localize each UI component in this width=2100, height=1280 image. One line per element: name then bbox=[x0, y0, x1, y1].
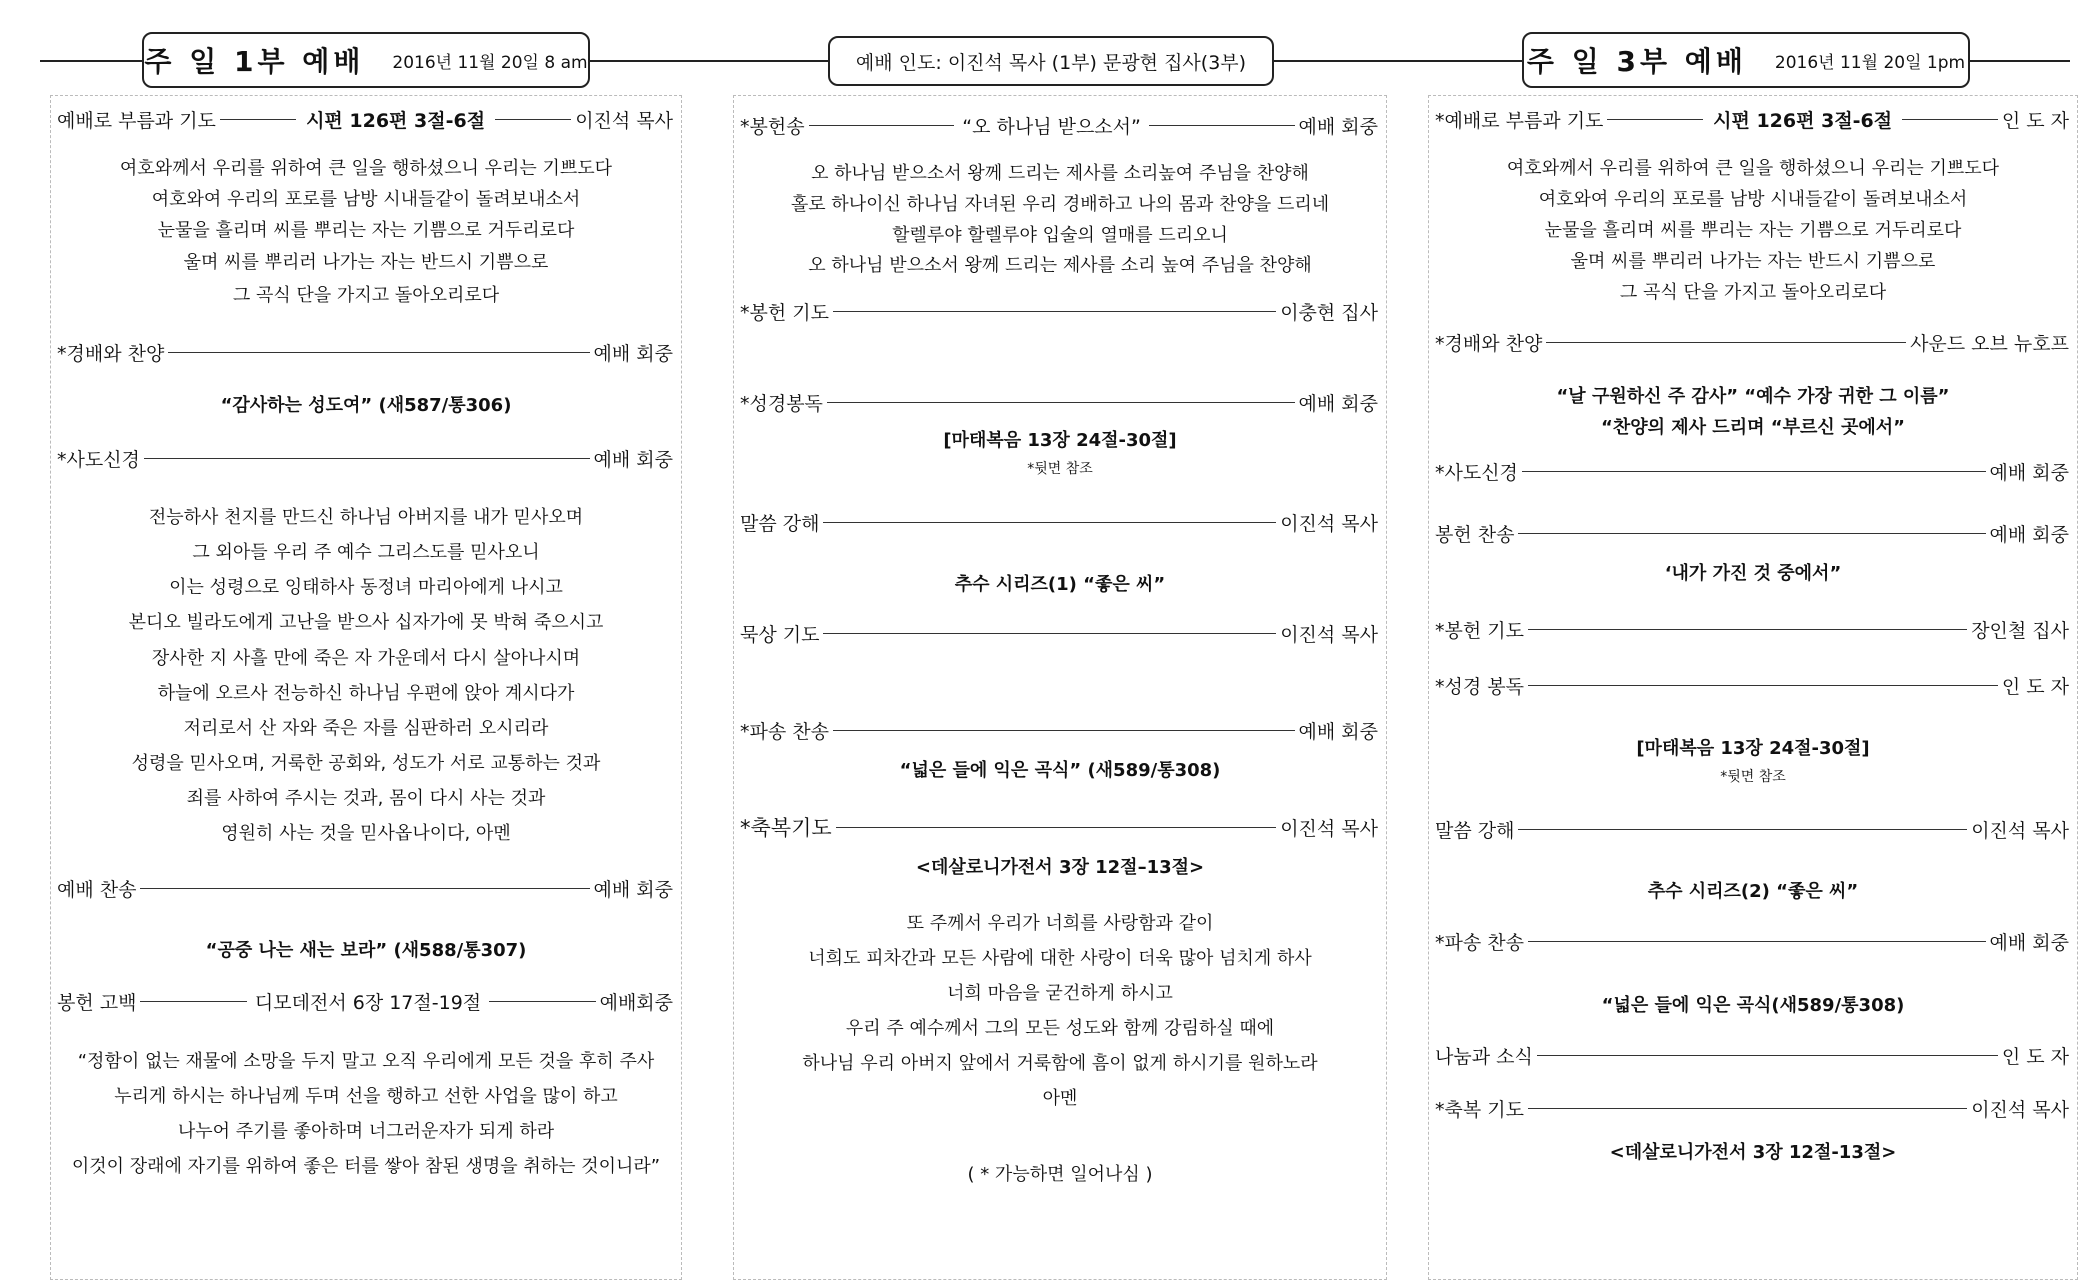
item-leader: 예배 회중 bbox=[593, 449, 673, 471]
item-leader: 이진석 목사 bbox=[1971, 1099, 2069, 1121]
benediction-reference: <데살로니가전서 3장 12절-13절> bbox=[1609, 1142, 1897, 1163]
item-title: “오 하나님 받으소서” bbox=[962, 116, 1141, 138]
item-leader: 이진석 목사 bbox=[1280, 513, 1378, 535]
psalm-line: 여호와여 우리의 포로를 남방 시내들같이 돌려보내소서 bbox=[151, 189, 581, 210]
item-leader: 예배 회중 bbox=[1989, 932, 2069, 954]
scripture-reference: [마태복음 13장 24절-30절] bbox=[1636, 738, 1870, 759]
offering-song-line: 홀로 하나이신 하나님 자녀된 우리 경배하고 나의 몸과 찬양을 드리네 bbox=[790, 194, 1330, 215]
praise-worship bbox=[57, 339, 673, 366]
benediction-line: 또 주께서 우리가 너희를 사랑함과 같이 bbox=[906, 913, 1214, 934]
item-label: *봉헌송 bbox=[740, 116, 805, 138]
apostles-creed bbox=[57, 445, 673, 472]
item-label: 예배 찬송 bbox=[57, 879, 137, 901]
creed-line: 그 외아들 우리 주 예수 그리스도를 믿사오니 bbox=[192, 542, 540, 563]
call-to-worship bbox=[1435, 106, 2069, 133]
item-label: 묵상 기도 bbox=[740, 624, 820, 646]
service-3-date: 2016년 11월 20일 1pm bbox=[1774, 52, 1966, 73]
psalm-line: 여호와께서 우리를 위하여 큰 일을 행하셨으니 우리는 기쁘도다 bbox=[1506, 158, 2000, 179]
benediction-line: 너희도 피차간과 모든 사람에 대한 사랑이 더욱 많아 넘치게 하사 bbox=[808, 948, 1312, 969]
sending-hymn-title: “넓은 들에 익은 곡식” (새589/통308) bbox=[899, 760, 1221, 781]
praise-songs: “찬양의 제사 드리며 “부르신 곳에서” bbox=[1601, 417, 1905, 438]
sending-hymn bbox=[1435, 928, 2069, 955]
scripture-reading bbox=[740, 389, 1378, 416]
service-3-column bbox=[1428, 95, 2078, 1280]
item-label: *성경봉독 bbox=[740, 393, 823, 415]
creed-line: 장사한 지 사흘 만에 죽은 자 가운데서 다시 살아나시며 bbox=[151, 648, 581, 669]
item-leader: 이진석 목사 bbox=[1280, 817, 1378, 840]
item-reference: 시편 126편 3절-6절 bbox=[1713, 110, 1893, 132]
scripture-note: *뒷면 참조 bbox=[1027, 461, 1093, 477]
item-label: *경배와 찬양 bbox=[57, 343, 165, 365]
apostles-creed bbox=[1435, 458, 2069, 485]
item-label: *성경 봉독 bbox=[1435, 676, 1524, 698]
item-leader: 예배회중 bbox=[599, 992, 674, 1014]
item-leader: 예배 회중 bbox=[593, 879, 673, 901]
item-label: 말씀 강해 bbox=[1435, 820, 1515, 842]
item-label: 봉헌 고백 bbox=[57, 992, 137, 1014]
praise-songs: “날 구원하신 주 감사” “예수 가장 귀한 그 이름” bbox=[1556, 386, 1950, 407]
praise-worship bbox=[1435, 329, 2069, 356]
item-leader: 예배 회중 bbox=[1298, 721, 1378, 743]
hymn-title: “공중 나는 새는 보라” (새588/통307) bbox=[205, 940, 527, 961]
benediction-reference: <데살로니가전서 3장 12절–13절> bbox=[915, 857, 1205, 878]
item-label: *봉헌 기도 bbox=[1435, 620, 1524, 642]
creed-line: 죄를 사하여 주시는 것과, 몸이 다시 사는 것과 bbox=[186, 788, 546, 809]
creed-line: 하늘에 오르사 전능하신 하나님 우편에 앉아 계시다가 bbox=[157, 683, 575, 704]
service-1-column bbox=[50, 95, 682, 1280]
sermon bbox=[1435, 816, 2069, 843]
scripture-note: *뒷면 참조 bbox=[1720, 769, 1786, 785]
leader-info-box bbox=[828, 36, 1274, 86]
sermon bbox=[740, 509, 1378, 536]
silent-prayer bbox=[740, 620, 1378, 647]
offering-confession bbox=[57, 988, 673, 1015]
sending-hymn-title: “넓은 들에 익은 곡식(새589/통308) bbox=[1601, 995, 1905, 1016]
item-label: *축복 기도 bbox=[1435, 1099, 1524, 1121]
item-leader: 장인철 집사 bbox=[1971, 620, 2069, 642]
benediction-line: 아멘 bbox=[1042, 1088, 1078, 1109]
psalm-line: 그 곡식 단을 가지고 돌아오리로다 bbox=[1619, 282, 1887, 303]
item-leader: 이진석 목사 bbox=[1971, 820, 2069, 842]
item-leader: 이진석 목사 bbox=[1280, 624, 1378, 646]
offering-hymn bbox=[1435, 520, 2069, 547]
service-3-title: 주 일 3부 예배 bbox=[1526, 45, 1747, 78]
item-label: 예배로 부름과 기도 bbox=[57, 110, 216, 132]
item-label: *예배로 부름과 기도 bbox=[1435, 110, 1604, 132]
benediction-line: 우리 주 예수께서 그의 모든 성도와 함께 강림하실 때에 bbox=[845, 1018, 1275, 1039]
sending-hymn bbox=[740, 717, 1378, 744]
creed-line: 이는 성령으로 잉태하사 동정녀 마리아에게 나시고 bbox=[169, 577, 563, 598]
call-to-worship bbox=[57, 106, 673, 133]
psalm-line: 여호와여 우리의 포로를 남방 시내들같이 돌려보내소서 bbox=[1538, 189, 1968, 210]
item-leader: 이진석 목사 bbox=[575, 110, 674, 132]
item-reference: 디모데전서 6장 17절-19절 bbox=[254, 992, 482, 1014]
benediction-line: 너희 마음을 굳건하게 하시고 bbox=[947, 983, 1173, 1004]
psalm-line: 울며 씨를 뿌리러 나가는 자는 반드시 기쁨으로 bbox=[1570, 251, 1936, 272]
item-leader: 사운드 오브 뉴호프 bbox=[1910, 333, 2069, 355]
psalm-line: 눈물을 흘리며 씨를 뿌리는 자는 기쁨으로 거두리로다 bbox=[1544, 220, 1962, 241]
item-reference: 시편 126편 3절-6절 bbox=[306, 110, 486, 132]
item-leader: 예배 회중 bbox=[1298, 116, 1379, 138]
announcements bbox=[1435, 1042, 2069, 1069]
item-label: *파송 찬송 bbox=[740, 721, 829, 743]
item-leader: 인 도 자 bbox=[2001, 1046, 2069, 1068]
item-leader: 예배 회중 bbox=[1989, 524, 2069, 546]
service-1-title: 주 일 1부 예배 bbox=[144, 45, 365, 78]
item-label: 나눔과 소식 bbox=[1435, 1046, 1533, 1068]
item-label: *경배와 찬양 bbox=[1435, 333, 1543, 355]
worship-hymn bbox=[57, 875, 673, 902]
item-label: 말씀 강해 bbox=[740, 513, 820, 535]
creed-line: 본디오 빌라도에게 고난을 받으사 십자가에 못 박혀 죽으시고 bbox=[128, 612, 604, 633]
item-label: *봉헌 기도 bbox=[740, 302, 829, 324]
item-leader: 예배 회중 bbox=[593, 343, 673, 365]
benediction-line: 하나님 우리 아버지 앞에서 거룩함에 흠이 없게 하시기를 원하노라 bbox=[802, 1053, 1318, 1074]
offering-line: 나누어 주기를 좋아하며 너그러운자가 되게 하라 bbox=[177, 1121, 555, 1142]
psalm-line: 울며 씨를 뿌리러 나가는 자는 반드시 기쁨으로 bbox=[183, 252, 549, 273]
psalm-line: 눈물을 흘리며 씨를 뿌리는 자는 기쁨으로 거두리로다 bbox=[157, 220, 575, 241]
offering-song bbox=[740, 112, 1378, 139]
item-label: *사도신경 bbox=[1435, 462, 1518, 484]
service-1-date: 2016년 11월 20일 8 am bbox=[392, 52, 588, 73]
scripture-reference: [마태복음 13장 24절-30절] bbox=[943, 430, 1177, 451]
creed-line: 성령을 믿사오며, 거룩한 공회와, 성도가 서로 교통하는 것과 bbox=[131, 753, 601, 774]
offering-line: 이것이 장래에 자기를 위하여 좋은 터를 쌓아 참된 생명을 취하는 것이니라” bbox=[71, 1156, 661, 1177]
item-leader: 이충현 집사 bbox=[1280, 302, 1378, 324]
item-label: 봉헌 찬송 bbox=[1435, 524, 1515, 546]
offering-hymn-title: ‘내가 가진 것 중에서” bbox=[1664, 563, 1842, 584]
praise-song: “감사하는 성도여” (새587/통306) bbox=[220, 395, 512, 416]
benediction bbox=[1435, 1095, 2069, 1122]
scripture-reading bbox=[1435, 672, 2069, 699]
service-1-header bbox=[142, 32, 590, 88]
offering-prayer bbox=[1435, 616, 2069, 643]
item-label: *축복기도 bbox=[740, 816, 832, 840]
offering-song-line: 오 하나님 받으소서 왕께 드리는 제사를 소리 높여 주님을 찬양해 bbox=[808, 255, 1312, 276]
creed-line: 영원히 사는 것을 믿사옵나이다, 아멘 bbox=[221, 823, 511, 844]
item-leader: 예배 회중 bbox=[1298, 393, 1378, 415]
stand-note: ( * 가능하면 일어나심 ) bbox=[967, 1164, 1153, 1185]
item-label: *사도신경 bbox=[57, 449, 140, 471]
sermon-title: 추수 시리즈(1) “좋은 씨” bbox=[954, 574, 1166, 595]
offering-song-line: 오 하나님 받으소서 왕께 드리는 제사를 소리높여 주님을 찬양해 bbox=[811, 163, 1309, 184]
psalm-line: 그 곡식 단을 가지고 돌아오리로다 bbox=[232, 285, 500, 306]
offering-line: “정함이 없는 재물에 소망을 두지 말고 오직 우리에게 모든 것을 후히 주사 bbox=[77, 1051, 655, 1072]
offering-song-line: 할렐루야 할렐루야 입술의 열매를 드리오니 bbox=[892, 225, 1228, 246]
item-leader: 인 도 자 bbox=[2001, 110, 2070, 132]
leader-info: 예배 인도: 이진석 목사 (1부) 문광현 집사(3부) bbox=[855, 51, 1247, 74]
benediction bbox=[740, 812, 1378, 842]
service-3-header bbox=[1522, 32, 1970, 88]
center-column bbox=[733, 95, 1387, 1280]
item-leader: 예배 회중 bbox=[1989, 462, 2069, 484]
item-label: *파송 찬송 bbox=[1435, 932, 1524, 954]
creed-line: 저리로서 산 자와 죽은 자를 심판하러 오시리라 bbox=[183, 718, 549, 739]
psalm-line: 여호와께서 우리를 위하여 큰 일을 행하셨으니 우리는 기쁘도다 bbox=[119, 158, 613, 179]
item-leader: 인 도 자 bbox=[2001, 676, 2069, 698]
offering-line: 누리게 하시는 하나님께 두며 선을 행하고 선한 사업을 많이 하고 bbox=[114, 1086, 618, 1107]
creed-line: 전능하사 천지를 만드신 하나님 아버지를 내가 믿사오며 bbox=[148, 507, 584, 528]
offering-prayer bbox=[740, 298, 1378, 325]
sermon-title: 추수 시리즈(2) “좋은 씨” bbox=[1647, 881, 1859, 902]
